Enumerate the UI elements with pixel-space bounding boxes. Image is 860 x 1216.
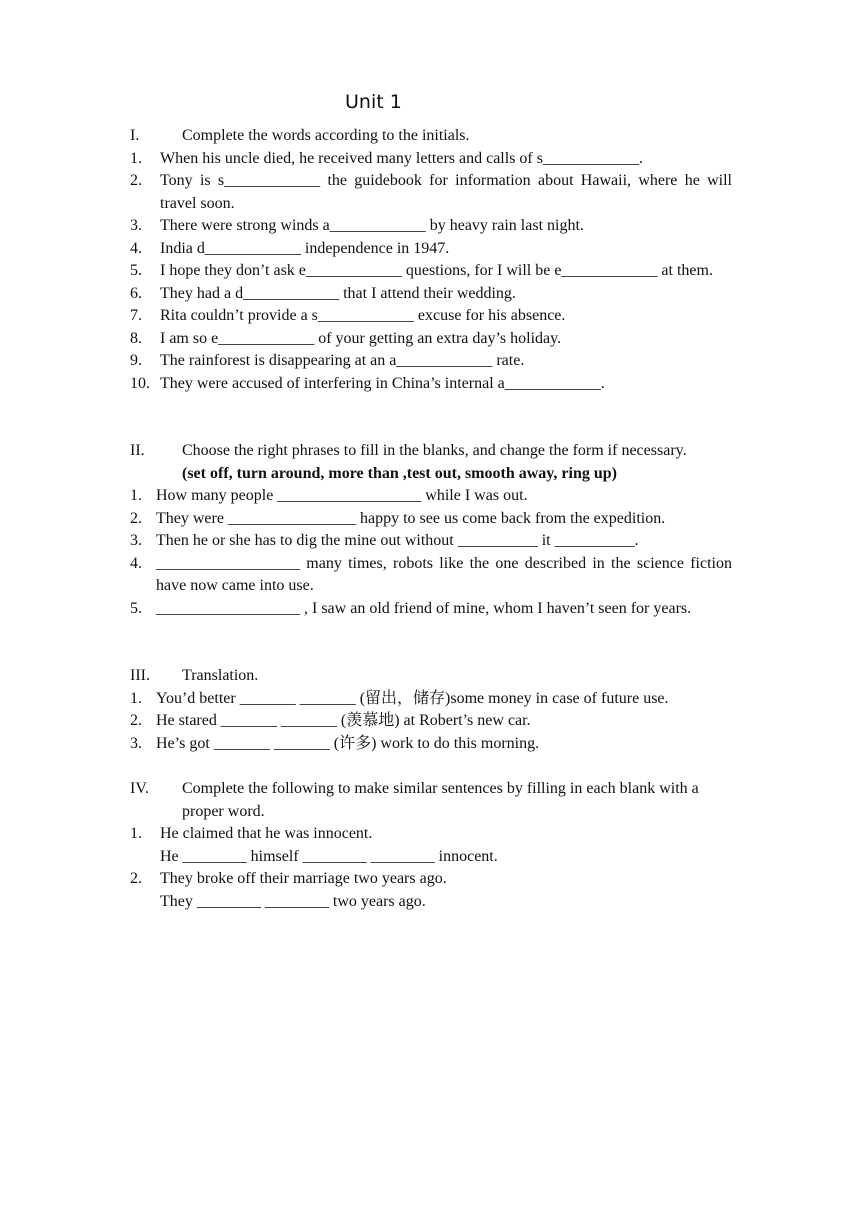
question-number: 2. (130, 870, 142, 887)
question-number: 6. (130, 284, 142, 302)
question-number: 1. (130, 825, 142, 842)
question-number: 3. (130, 734, 142, 752)
question-item (130, 350, 732, 373)
question-number: 9. (130, 352, 142, 369)
question-item (130, 530, 732, 553)
question-number: 4. (130, 554, 142, 572)
question-text: They broke off their marriage two years ago. (160, 870, 447, 887)
question-text: I am so e____________ of your getting an extra day’s holiday. (160, 329, 562, 347)
question-number: 1. (130, 689, 142, 707)
question-number: 2. (130, 509, 142, 527)
section-heading (130, 778, 732, 823)
question-text: Tony is s____________ the guidebook for information about Hawaii, where he will travel soon. (160, 172, 732, 212)
question-item (130, 508, 732, 531)
section-instruction: Translation. (182, 667, 259, 684)
phrase-bank: (set off, turn around, more than ,test out, smooth away, ring up) (182, 464, 617, 482)
rewrite-line: They ________ ________ two years ago. (160, 892, 426, 910)
question-number: 1. (130, 487, 142, 504)
question-item (130, 373, 732, 396)
question-text: Then he or she has to dig the mine out without __________ it __________. (156, 532, 639, 549)
question-text: __________________ many times, robots like the one described in the science fiction have now came into use. (156, 554, 732, 594)
section-number: IV. (130, 780, 149, 797)
question-number: 1. (130, 149, 142, 167)
question-item (130, 260, 732, 283)
question-text: You’d better _______ _______ (留出，储存)some money in case of future use. (156, 689, 669, 707)
question-text: They had a d____________ that I attend their wedding. (160, 284, 516, 302)
question-number: 5. (130, 599, 142, 617)
section-4 (130, 778, 732, 913)
section-number: II. (130, 442, 145, 459)
question-text: When his uncle died, he received many letters and calls of s____________. (160, 149, 643, 167)
section-1 (130, 125, 732, 395)
question-item (130, 688, 732, 711)
question-item (130, 283, 732, 306)
question-item (130, 553, 732, 598)
question-number: 4. (130, 239, 142, 257)
question-item (130, 305, 732, 328)
question-item (130, 823, 732, 868)
section-heading (130, 665, 732, 688)
question-number: 7. (130, 307, 142, 324)
question-text: He stared _______ _______ (羡慕地) at Robert’s new car. (156, 712, 531, 729)
question-text: They were ________________ happy to see us come back from the expedition. (156, 509, 666, 527)
question-text: The rainforest is disappearing at an a____________ rate. (160, 352, 525, 369)
question-item (130, 215, 732, 238)
question-number: 8. (130, 329, 142, 347)
section-instruction: Choose the right phrases to fill in the blanks, and change the form if necessary. (182, 442, 687, 459)
question-text: They were accused of interfering in China’s internal a____________. (160, 374, 605, 392)
section-heading (130, 440, 732, 463)
section-heading (130, 125, 732, 148)
question-item (130, 485, 732, 508)
section-instruction: Complete the words according to the initials. (182, 127, 470, 144)
section-3 (130, 665, 732, 755)
question-text: Rita couldn’t provide a s____________ excuse for his absence. (160, 307, 566, 324)
question-text: __________________ , I saw an old friend of mine, whom I haven’t seen for years. (156, 599, 692, 617)
question-item (130, 238, 732, 261)
question-item (130, 710, 732, 733)
section-number: I. (130, 127, 140, 144)
question-text: There were strong winds a____________ by heavy rain last night. (160, 217, 584, 234)
question-number: 5. (130, 262, 142, 279)
question-item (130, 170, 732, 215)
page-title: Unit 1 (345, 91, 402, 113)
section-2 (130, 440, 732, 620)
question-item (130, 868, 732, 913)
question-number: 2. (130, 712, 142, 729)
question-text: He’s got _______ _______ (许多) work to do this morning. (156, 734, 540, 752)
question-item (130, 598, 732, 621)
question-number: 3. (130, 532, 142, 549)
section-instruction: Complete the following to make similar sentences by filling in each blank with a proper word. (182, 780, 699, 820)
question-item (130, 733, 732, 756)
question-number: 10. (130, 374, 150, 392)
rewrite-line: He ________ himself ________ ________ innocent. (160, 847, 498, 865)
question-number: 2. (130, 172, 142, 189)
question-text: I hope they don’t ask e____________ questions, for I will be e____________ at them. (160, 262, 713, 279)
question-item (130, 148, 732, 171)
question-number: 3. (130, 217, 142, 234)
question-text: He claimed that he was innocent. (160, 825, 373, 842)
question-text: How many people __________________ while I was out. (156, 487, 528, 504)
question-item (130, 328, 732, 351)
question-text: India d____________ independence in 1947. (160, 239, 450, 257)
section-number: III. (130, 667, 150, 684)
